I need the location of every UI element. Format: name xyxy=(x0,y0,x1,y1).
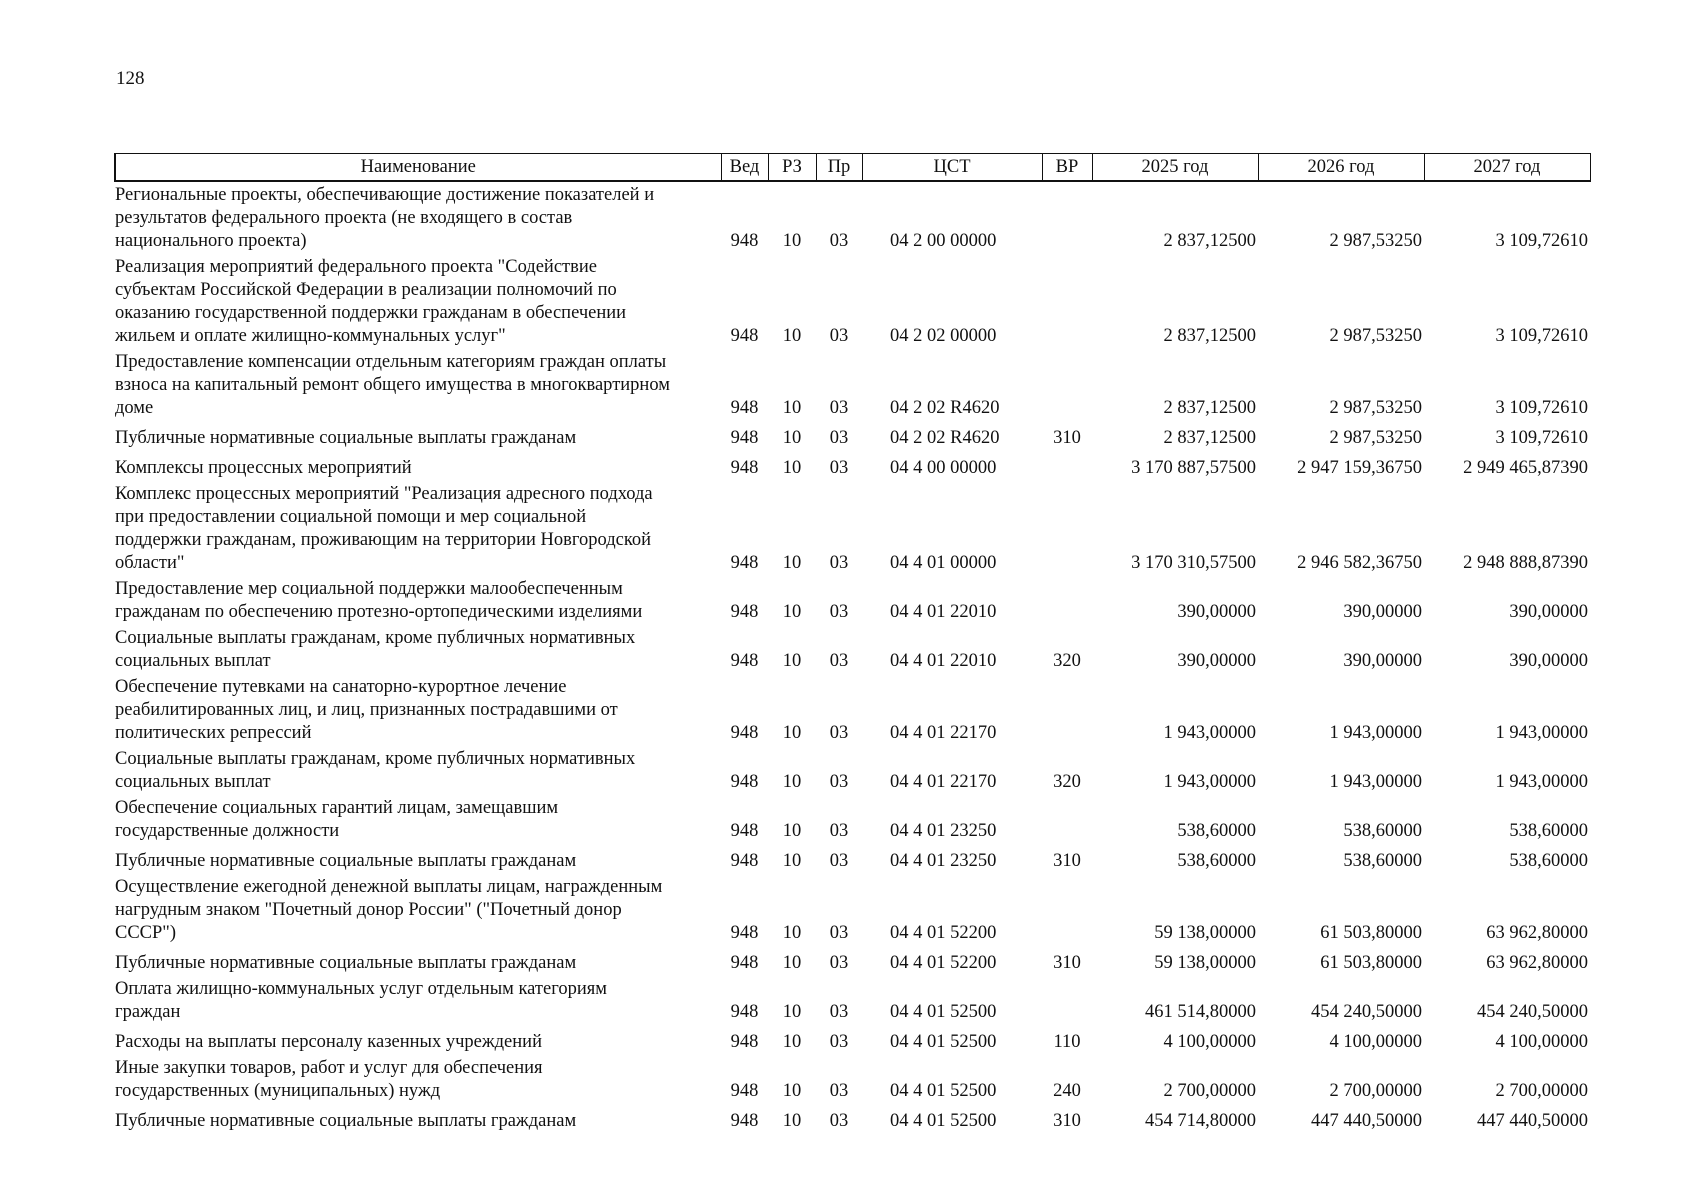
header-pr: Пр xyxy=(816,154,862,182)
table-row xyxy=(115,873,1590,945)
cell-y2026: 2 987,53250 xyxy=(1329,428,1422,448)
table-row xyxy=(115,745,1590,794)
cell-y2026: 454 240,50000 xyxy=(1311,1002,1422,1022)
cell-y2025: 2 837,12500 xyxy=(1163,428,1256,448)
cell-y2026: 390,00000 xyxy=(1343,602,1422,622)
cell-y2027: 2 949 465,87390 xyxy=(1463,458,1588,478)
header-ved: Вед xyxy=(721,154,768,182)
cell-y2026: 2 987,53250 xyxy=(1329,326,1422,346)
cell-rz: 10 xyxy=(782,326,802,346)
header-vr: ВР xyxy=(1042,154,1092,182)
cell-vr xyxy=(1042,575,1092,624)
cell-ved: 948 xyxy=(730,772,759,792)
cell-ved: 948 xyxy=(730,651,759,671)
cell-y2026: 2 987,53250 xyxy=(1329,398,1422,418)
cell-vr xyxy=(1042,348,1092,420)
header-2026: 2026 год xyxy=(1258,154,1424,182)
cell-cst: 04 4 01 52500 xyxy=(890,1081,997,1101)
budget-table xyxy=(114,153,1591,1133)
cell-y2025: 538,60000 xyxy=(1177,851,1256,871)
cell-name: Региональные проекты, обеспечивающие достижение показателей и результатов федерального проекта (не входящего в состав национального проекта) xyxy=(115,185,655,251)
cell-cst: 04 4 01 52500 xyxy=(890,1002,997,1022)
cell-name: Расходы на выплаты персоналу казенных учреждений xyxy=(115,1032,542,1052)
cell-cst: 04 2 02 R4620 xyxy=(890,398,1000,418)
cell-pr: 03 xyxy=(829,1111,849,1131)
table-row xyxy=(115,181,1590,253)
table-body xyxy=(115,181,1590,1133)
cell-y2026: 1 943,00000 xyxy=(1329,772,1422,792)
cell-y2027: 454 240,50000 xyxy=(1477,1002,1588,1022)
cell-cst: 04 4 01 23250 xyxy=(890,821,997,841)
header-rz: РЗ xyxy=(768,154,816,182)
cell-pr: 03 xyxy=(829,723,849,743)
table-row xyxy=(115,1103,1590,1133)
cell-ved: 948 xyxy=(730,602,759,622)
cell-name: Публичные нормативные социальные выплаты гражданам xyxy=(115,1111,577,1131)
cell-y2027: 3 109,72610 xyxy=(1495,428,1588,448)
cell-y2025: 2 837,12500 xyxy=(1163,326,1256,346)
cell-ved: 948 xyxy=(730,326,759,346)
cell-y2027: 63 962,80000 xyxy=(1486,953,1588,973)
cell-rz: 10 xyxy=(782,1081,802,1101)
cell-name: Комплексы процессных мероприятий xyxy=(115,458,412,478)
table-row xyxy=(115,575,1590,624)
cell-rz: 10 xyxy=(782,772,802,792)
cell-cst: 04 2 02 00000 xyxy=(890,326,997,346)
cell-ved: 948 xyxy=(730,1032,759,1052)
cell-cst: 04 4 01 52500 xyxy=(890,1032,997,1052)
cell-y2027: 3 109,72610 xyxy=(1495,326,1588,346)
table-row xyxy=(115,480,1590,575)
cell-ved: 948 xyxy=(730,851,759,871)
cell-cst: 04 4 01 23250 xyxy=(890,851,997,871)
cell-pr: 03 xyxy=(829,458,849,478)
cell-y2026: 538,60000 xyxy=(1343,821,1422,841)
cell-name: Социальные выплаты гражданам, кроме публичных нормативных социальных выплат xyxy=(115,749,636,792)
cell-rz: 10 xyxy=(782,1032,802,1052)
header-2025: 2025 год xyxy=(1092,154,1258,182)
table-row xyxy=(115,843,1590,873)
cell-y2027: 1 943,00000 xyxy=(1495,723,1588,743)
cell-y2026: 4 100,00000 xyxy=(1329,1032,1422,1052)
cell-y2026: 61 503,80000 xyxy=(1320,923,1422,943)
cell-vr: 110 xyxy=(1053,1032,1081,1052)
cell-vr: 240 xyxy=(1053,1081,1081,1101)
cell-ved: 948 xyxy=(730,553,759,573)
cell-name: Публичные нормативные социальные выплаты гражданам xyxy=(115,851,577,871)
table-row xyxy=(115,348,1590,420)
cell-pr: 03 xyxy=(829,553,849,573)
cell-rz: 10 xyxy=(782,953,802,973)
cell-ved: 948 xyxy=(730,1002,759,1022)
cell-y2025: 3 170 887,57500 xyxy=(1131,458,1256,478)
table-row xyxy=(115,420,1590,450)
cell-y2027: 2 700,00000 xyxy=(1495,1081,1588,1101)
cell-y2025: 2 700,00000 xyxy=(1163,1081,1256,1101)
cell-ved: 948 xyxy=(730,953,759,973)
cell-y2027: 447 440,50000 xyxy=(1477,1111,1588,1131)
cell-ved: 948 xyxy=(730,428,759,448)
table-row xyxy=(115,1024,1590,1054)
cell-vr: 310 xyxy=(1053,851,1081,871)
cell-rz: 10 xyxy=(782,602,802,622)
cell-y2027: 2 948 888,87390 xyxy=(1463,553,1588,573)
cell-y2026: 538,60000 xyxy=(1343,851,1422,871)
cell-y2026: 2 946 582,36750 xyxy=(1297,553,1422,573)
cell-pr: 03 xyxy=(829,326,849,346)
cell-cst: 04 4 00 00000 xyxy=(890,458,997,478)
cell-y2027: 538,60000 xyxy=(1509,821,1588,841)
cell-ved: 948 xyxy=(730,923,759,943)
cell-name: Обеспечение путевками на санаторно-курортное лечение реабилитированных лиц, и лиц, признанных пострадавшими от политических репрессий xyxy=(115,677,618,743)
table-row xyxy=(115,673,1590,745)
cell-y2026: 61 503,80000 xyxy=(1320,953,1422,973)
cell-ved: 948 xyxy=(730,458,759,478)
cell-vr: 320 xyxy=(1053,772,1081,792)
page-number: 128 xyxy=(116,68,145,89)
table-row xyxy=(115,624,1590,673)
cell-rz: 10 xyxy=(782,1002,802,1022)
cell-vr xyxy=(1042,181,1092,253)
cell-name: Публичные нормативные социальные выплаты гражданам xyxy=(115,428,577,448)
cell-y2025: 59 138,00000 xyxy=(1154,923,1256,943)
cell-vr: 320 xyxy=(1053,651,1081,671)
header-cst: ЦСТ xyxy=(862,154,1042,182)
cell-y2025: 461 514,80000 xyxy=(1145,1002,1256,1022)
cell-rz: 10 xyxy=(782,553,802,573)
cell-ved: 948 xyxy=(730,1111,759,1131)
header-2027: 2027 год xyxy=(1424,154,1590,182)
table-row xyxy=(115,1054,1590,1103)
cell-pr: 03 xyxy=(829,923,849,943)
cell-y2025: 2 837,12500 xyxy=(1163,231,1256,251)
cell-name: Оплата жилищно-коммунальных услуг отдельным категориям граждан xyxy=(115,979,607,1022)
cell-rz: 10 xyxy=(782,723,802,743)
cell-pr: 03 xyxy=(829,1081,849,1101)
cell-vr: 310 xyxy=(1053,428,1081,448)
table-row xyxy=(115,253,1590,348)
cell-pr: 03 xyxy=(829,1002,849,1022)
table-row xyxy=(115,945,1590,975)
cell-pr: 03 xyxy=(829,851,849,871)
table-header-row xyxy=(115,154,1590,182)
cell-ved: 948 xyxy=(730,398,759,418)
cell-vr: 310 xyxy=(1053,953,1081,973)
cell-vr: 310 xyxy=(1053,1111,1081,1131)
cell-y2025: 1 943,00000 xyxy=(1163,772,1256,792)
cell-cst: 04 4 01 52200 xyxy=(890,953,997,973)
cell-rz: 10 xyxy=(782,428,802,448)
cell-name: Осуществление ежегодной денежной выплаты лицам, награжденным нагрудным знаком "Почетный донор России" ("Почетный донор СССР") xyxy=(115,877,663,943)
cell-vr xyxy=(1042,794,1092,843)
cell-y2026: 2 947 159,36750 xyxy=(1297,458,1422,478)
cell-pr: 03 xyxy=(829,651,849,671)
cell-rz: 10 xyxy=(782,398,802,418)
cell-rz: 10 xyxy=(782,1111,802,1131)
cell-vr xyxy=(1042,975,1092,1024)
cell-vr xyxy=(1042,873,1092,945)
cell-name: Социальные выплаты гражданам, кроме публичных нормативных социальных выплат xyxy=(115,628,636,671)
cell-y2025: 4 100,00000 xyxy=(1163,1032,1256,1052)
table-row xyxy=(115,450,1590,480)
cell-name: Комплекс процессных мероприятий "Реализация адресного подхода при предоставлении социальной помощи и мер социальной поддержки гражданам, проживающим на территории Новгородской области" xyxy=(115,484,653,573)
cell-pr: 03 xyxy=(829,231,849,251)
table-row xyxy=(115,794,1590,843)
cell-cst: 04 2 00 00000 xyxy=(890,231,997,251)
cell-rz: 10 xyxy=(782,458,802,478)
cell-rz: 10 xyxy=(782,851,802,871)
cell-y2026: 2 987,53250 xyxy=(1329,231,1422,251)
cell-ved: 948 xyxy=(730,821,759,841)
cell-cst: 04 4 01 22010 xyxy=(890,602,997,622)
cell-rz: 10 xyxy=(782,821,802,841)
cell-y2025: 59 138,00000 xyxy=(1154,953,1256,973)
cell-y2027: 3 109,72610 xyxy=(1495,398,1588,418)
cell-y2025: 454 714,80000 xyxy=(1145,1111,1256,1131)
cell-y2026: 390,00000 xyxy=(1343,651,1422,671)
cell-pr: 03 xyxy=(829,602,849,622)
cell-cst: 04 4 01 22170 xyxy=(890,723,997,743)
cell-ved: 948 xyxy=(730,1081,759,1101)
cell-y2025: 3 170 310,57500 xyxy=(1131,553,1256,573)
cell-y2027: 390,00000 xyxy=(1509,651,1588,671)
cell-cst: 04 2 02 R4620 xyxy=(890,428,1000,448)
cell-cst: 04 4 01 52500 xyxy=(890,1111,997,1131)
cell-y2026: 2 700,00000 xyxy=(1329,1081,1422,1101)
cell-ved: 948 xyxy=(730,723,759,743)
cell-y2025: 2 837,12500 xyxy=(1163,398,1256,418)
cell-cst: 04 4 01 22010 xyxy=(890,651,997,671)
cell-y2025: 1 943,00000 xyxy=(1163,723,1256,743)
cell-vr xyxy=(1042,450,1092,480)
cell-cst: 04 4 01 52200 xyxy=(890,923,997,943)
cell-y2027: 538,60000 xyxy=(1509,851,1588,871)
cell-vr xyxy=(1042,253,1092,348)
cell-name: Предоставление мер социальной поддержки малообеспеченным гражданам по обеспечению протезно-ортопедическими изделиями xyxy=(115,579,643,622)
cell-y2027: 63 962,80000 xyxy=(1486,923,1588,943)
cell-pr: 03 xyxy=(829,428,849,448)
cell-pr: 03 xyxy=(829,1032,849,1052)
cell-vr xyxy=(1042,673,1092,745)
cell-y2027: 3 109,72610 xyxy=(1495,231,1588,251)
cell-pr: 03 xyxy=(829,953,849,973)
cell-y2027: 4 100,00000 xyxy=(1495,1032,1588,1052)
cell-y2025: 390,00000 xyxy=(1177,602,1256,622)
cell-cst: 04 4 01 00000 xyxy=(890,553,997,573)
cell-name: Реализация мероприятий федерального проекта "Содействие субъектам Российской Федерации в реализации полномочий по оказанию государственной поддержки гражданам в обеспечении жильем и оплате жилищно-коммунальных услуг" xyxy=(115,257,627,346)
cell-pr: 03 xyxy=(829,772,849,792)
cell-cst: 04 4 01 22170 xyxy=(890,772,997,792)
cell-name: Обеспечение социальных гарантий лицам, замещавшим государственные должности xyxy=(115,798,559,841)
table-row xyxy=(115,975,1590,1024)
cell-rz: 10 xyxy=(782,651,802,671)
cell-y2027: 390,00000 xyxy=(1509,602,1588,622)
cell-name: Предоставление компенсации отдельным категориям граждан оплаты взноса на капитальный ремонт общего имущества в многоквартирном доме xyxy=(115,352,670,418)
cell-pr: 03 xyxy=(829,821,849,841)
cell-y2025: 390,00000 xyxy=(1177,651,1256,671)
cell-name: Иные закупки товаров, работ и услуг для обеспечения государственных (муниципальных) нужд xyxy=(115,1058,543,1101)
cell-y2026: 1 943,00000 xyxy=(1329,723,1422,743)
cell-y2027: 1 943,00000 xyxy=(1495,772,1588,792)
cell-vr xyxy=(1042,480,1092,575)
header-name: Наименование xyxy=(115,154,721,182)
cell-rz: 10 xyxy=(782,231,802,251)
cell-name: Публичные нормативные социальные выплаты гражданам xyxy=(115,953,577,973)
cell-rz: 10 xyxy=(782,923,802,943)
cell-y2026: 447 440,50000 xyxy=(1311,1111,1422,1131)
cell-y2025: 538,60000 xyxy=(1177,821,1256,841)
cell-ved: 948 xyxy=(730,231,759,251)
cell-pr: 03 xyxy=(829,398,849,418)
